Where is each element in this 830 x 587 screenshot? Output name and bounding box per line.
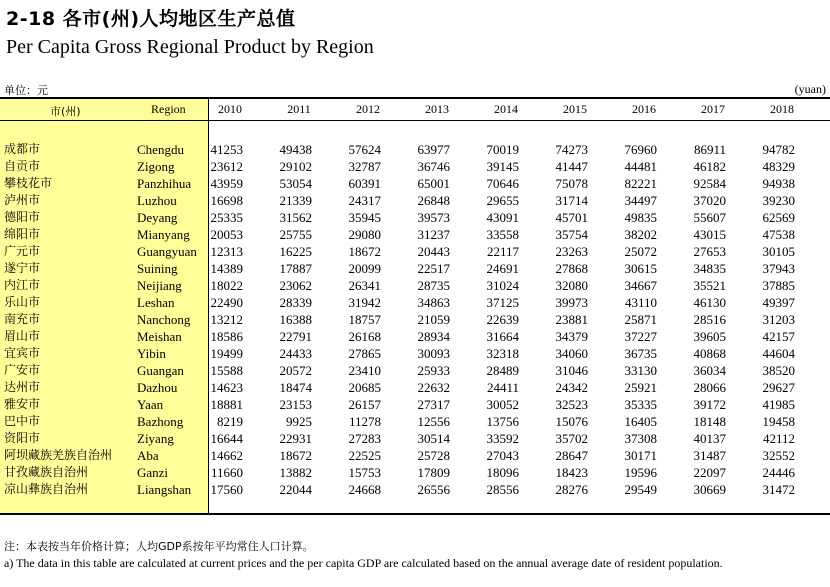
row-value: 31562 — [279, 210, 312, 225]
page-title-en: Per Capita Gross Regional Product by Region — [6, 36, 374, 58]
row-value: 20572 — [279, 363, 312, 378]
row-value: 57624 — [348, 142, 381, 157]
row-value: 29102 — [279, 159, 312, 174]
header-year: 2015 — [563, 102, 587, 116]
row-value: 16388 — [279, 312, 312, 327]
table-row — [0, 311, 830, 328]
row-value: 24691 — [486, 261, 519, 276]
row-value: 39973 — [555, 295, 588, 310]
table-row — [0, 158, 830, 175]
row-city-name: 成都市 — [4, 142, 41, 156]
row-value: 25933 — [417, 363, 450, 378]
row-value: 24317 — [348, 193, 381, 208]
row-value: 48329 — [762, 159, 795, 174]
row-value: 18474 — [279, 380, 312, 395]
row-value: 42157 — [762, 329, 795, 344]
row-value: 44481 — [624, 159, 657, 174]
row-value: 36735 — [624, 346, 657, 361]
row-value: 63977 — [417, 142, 450, 157]
table-header-rule — [0, 120, 830, 121]
row-value: 25728 — [417, 448, 450, 463]
row-value: 26157 — [348, 397, 381, 412]
footnote-cn: 注：本表按当年价格计算；人均GDP系按年平均常住人口计算。 — [4, 540, 314, 553]
row-value: 31487 — [693, 448, 726, 463]
row-value: 34060 — [555, 346, 588, 361]
row-value: 28516 — [693, 312, 726, 327]
row-value: 9925 — [286, 414, 312, 429]
row-value: 23881 — [555, 312, 588, 327]
row-value: 31664 — [486, 329, 519, 344]
row-value: 37020 — [693, 193, 726, 208]
row-value: 34863 — [417, 295, 450, 310]
row-value: 30093 — [417, 346, 450, 361]
row-value: 43015 — [693, 227, 726, 242]
row-value: 32787 — [348, 159, 381, 174]
row-region-name: Neijiang — [137, 278, 182, 293]
row-value: 20443 — [417, 244, 450, 259]
row-value: 12556 — [417, 414, 450, 429]
row-value: 18881 — [210, 397, 243, 412]
row-value: 17809 — [417, 465, 450, 480]
header-year: 2018 — [770, 102, 794, 116]
row-value: 22525 — [348, 448, 381, 463]
table-row — [0, 294, 830, 311]
row-value: 15076 — [555, 414, 588, 429]
row-value: 76960 — [624, 142, 657, 157]
table-row — [0, 277, 830, 294]
row-region-name: Panzhihua — [137, 176, 192, 191]
row-value: 39230 — [762, 193, 795, 208]
row-value: 25335 — [210, 210, 243, 225]
page-title-cn: 2-18 各市(州)人均地区生产总值 — [6, 8, 296, 30]
row-value: 25871 — [624, 312, 657, 327]
row-value: 28735 — [417, 278, 450, 293]
row-value: 44604 — [762, 346, 795, 361]
row-value: 43110 — [624, 295, 657, 310]
row-city-name: 眉山市 — [4, 329, 41, 343]
row-region-name: Guangan — [137, 363, 184, 378]
row-value: 26341 — [348, 278, 381, 293]
row-value: 23612 — [210, 159, 243, 174]
row-value: 35521 — [693, 278, 726, 293]
row-value: 22517 — [417, 261, 450, 276]
row-city-name: 达州市 — [4, 380, 41, 394]
row-value: 11278 — [348, 414, 381, 429]
row-city-name: 攀枝花市 — [4, 176, 53, 190]
table-bottom-rule — [0, 513, 830, 515]
table-row — [0, 447, 830, 464]
row-value: 37227 — [624, 329, 657, 344]
row-value: 11660 — [210, 465, 243, 480]
row-value: 26848 — [417, 193, 450, 208]
row-value: 16405 — [624, 414, 657, 429]
row-region-name: Ziyang — [137, 431, 174, 446]
row-region-name: Guangyuan — [137, 244, 197, 259]
row-value: 31046 — [555, 363, 588, 378]
row-value: 60391 — [348, 176, 381, 191]
row-value: 8219 — [217, 414, 243, 429]
row-value: 19499 — [210, 346, 243, 361]
row-value: 33130 — [624, 363, 657, 378]
row-region-name: Suining — [137, 261, 178, 276]
row-value: 37308 — [624, 431, 657, 446]
row-value: 14623 — [210, 380, 243, 395]
row-value: 27317 — [417, 397, 450, 412]
row-value: 35702 — [555, 431, 588, 446]
row-region-name: Aba — [137, 448, 159, 463]
header-year: 2016 — [632, 102, 656, 116]
row-value: 38202 — [624, 227, 657, 242]
row-value: 28489 — [486, 363, 519, 378]
row-value: 13212 — [210, 312, 243, 327]
row-value: 31714 — [555, 193, 588, 208]
row-value: 19596 — [624, 465, 657, 480]
row-value: 23410 — [348, 363, 381, 378]
row-city-name: 泸州市 — [4, 193, 41, 207]
row-value: 94782 — [762, 142, 795, 157]
row-value: 46182 — [693, 159, 726, 174]
row-value: 46130 — [693, 295, 726, 310]
unit-label-en: (yuan) — [794, 82, 826, 96]
row-value: 31237 — [417, 227, 450, 242]
table-row — [0, 430, 830, 447]
row-value: 70019 — [486, 142, 519, 157]
row-value: 24433 — [279, 346, 312, 361]
row-value: 37943 — [762, 261, 795, 276]
row-value: 28934 — [417, 329, 450, 344]
row-value: 30514 — [417, 431, 450, 446]
row-value: 24342 — [555, 380, 588, 395]
row-value: 25755 — [279, 227, 312, 242]
row-value: 27868 — [555, 261, 588, 276]
row-city-name: 凉山彝族自治州 — [4, 482, 89, 496]
row-value: 18096 — [486, 465, 519, 480]
table-body — [0, 141, 830, 498]
row-value: 30052 — [486, 397, 519, 412]
row-value: 16698 — [210, 193, 243, 208]
row-value: 37885 — [762, 278, 795, 293]
row-value: 22632 — [417, 380, 450, 395]
row-value: 28647 — [555, 448, 588, 463]
header-region: Region — [151, 102, 186, 116]
row-value: 22117 — [486, 244, 519, 259]
row-value: 22791 — [279, 329, 312, 344]
row-value: 49397 — [762, 295, 795, 310]
row-value: 45701 — [555, 210, 588, 225]
row-value: 35335 — [624, 397, 657, 412]
row-value: 82221 — [624, 176, 657, 191]
row-value: 42112 — [762, 431, 795, 446]
table-row — [0, 175, 830, 192]
row-value: 20685 — [348, 380, 381, 395]
row-value: 17887 — [279, 261, 312, 276]
row-city-name: 阿坝藏族羌族自治州 — [4, 448, 113, 462]
header-year: 2012 — [356, 102, 380, 116]
row-value: 17560 — [210, 482, 243, 497]
row-region-name: Liangshan — [137, 482, 192, 497]
row-value: 24668 — [348, 482, 381, 497]
row-value: 24446 — [762, 465, 795, 480]
table-row — [0, 209, 830, 226]
row-value: 28276 — [555, 482, 588, 497]
row-value: 32318 — [486, 346, 519, 361]
row-value: 34379 — [555, 329, 588, 344]
row-value: 27283 — [348, 431, 381, 446]
row-value: 28556 — [486, 482, 519, 497]
row-city-name: 自贡市 — [4, 159, 41, 173]
row-value: 15588 — [210, 363, 243, 378]
table-row — [0, 226, 830, 243]
row-region-name: Yibin — [137, 346, 166, 361]
table-row — [0, 328, 830, 345]
row-city-name: 乐山市 — [4, 295, 41, 309]
row-value: 92584 — [693, 176, 726, 191]
row-region-name: Ganzi — [137, 465, 169, 480]
row-city-name: 南充市 — [4, 312, 41, 326]
row-value: 26556 — [417, 482, 450, 497]
row-value: 41985 — [762, 397, 795, 412]
row-region-name: Yaan — [137, 397, 164, 412]
row-value: 28339 — [279, 295, 312, 310]
row-value: 62569 — [762, 210, 795, 225]
row-value: 75078 — [555, 176, 588, 191]
row-value: 30669 — [693, 482, 726, 497]
header-year: 2017 — [701, 102, 725, 116]
row-value: 94938 — [762, 176, 795, 191]
row-value: 23263 — [555, 244, 588, 259]
row-value: 27865 — [348, 346, 381, 361]
row-value: 33558 — [486, 227, 519, 242]
row-value: 39605 — [693, 329, 726, 344]
row-value: 47538 — [762, 227, 795, 242]
row-value: 29655 — [486, 193, 519, 208]
row-value: 21059 — [417, 312, 450, 327]
row-city-name: 内江市 — [4, 278, 41, 292]
row-region-name: Nanchong — [137, 312, 191, 327]
row-value: 34835 — [693, 261, 726, 276]
row-value: 14389 — [210, 261, 243, 276]
row-city-name: 资阳市 — [4, 431, 41, 445]
footnote-en: a) The data in this table are calculated at current prices and the per capita GDP are calculated based on the annual average date of resident population. — [4, 556, 723, 570]
row-region-name: Leshan — [137, 295, 175, 310]
row-value: 29627 — [762, 380, 795, 395]
row-value: 16644 — [210, 431, 243, 446]
header-city: 市(州) — [50, 105, 81, 118]
row-region-name: Meishan — [137, 329, 182, 344]
table-header — [0, 97, 830, 120]
row-value: 19458 — [762, 414, 795, 429]
row-value: 32552 — [762, 448, 795, 463]
table-row — [0, 413, 830, 430]
row-value: 18757 — [348, 312, 381, 327]
row-value: 33592 — [486, 431, 519, 446]
row-value: 24411 — [486, 380, 519, 395]
row-value: 12313 — [210, 244, 243, 259]
row-value: 32080 — [555, 278, 588, 293]
row-region-name: Mianyang — [137, 227, 190, 242]
row-value: 41253 — [210, 142, 243, 157]
row-value: 22097 — [693, 465, 726, 480]
row-value: 49438 — [279, 142, 312, 157]
row-value: 39573 — [417, 210, 450, 225]
table-row — [0, 362, 830, 379]
header-year: 2010 — [218, 102, 242, 116]
row-value: 23153 — [279, 397, 312, 412]
table-row — [0, 141, 830, 158]
row-value: 74273 — [555, 142, 588, 157]
row-value: 22639 — [486, 312, 519, 327]
row-value: 55607 — [693, 210, 726, 225]
row-value: 20053 — [210, 227, 243, 242]
row-value: 40868 — [693, 346, 726, 361]
row-city-name: 宜宾市 — [4, 346, 41, 360]
row-city-name: 绵阳市 — [4, 227, 41, 241]
row-value: 18022 — [210, 278, 243, 293]
row-value: 21339 — [279, 193, 312, 208]
row-value: 16225 — [279, 244, 312, 259]
header-year: 2013 — [425, 102, 449, 116]
table-row — [0, 243, 830, 260]
row-value: 23062 — [279, 278, 312, 293]
row-value: 40137 — [693, 431, 726, 446]
row-region-name: Bazhong — [137, 414, 184, 429]
row-value: 35945 — [348, 210, 381, 225]
row-value: 32523 — [555, 397, 588, 412]
row-city-name: 遂宁市 — [4, 261, 41, 275]
row-region-name: Chengdu — [137, 142, 184, 157]
row-value: 25072 — [624, 244, 657, 259]
row-value: 49835 — [624, 210, 657, 225]
row-value: 13882 — [279, 465, 312, 480]
row-value: 18672 — [348, 244, 381, 259]
row-value: 36746 — [417, 159, 450, 174]
row-value: 28066 — [693, 380, 726, 395]
row-region-name: Zigong — [137, 159, 175, 174]
row-value: 86911 — [693, 142, 726, 157]
table-row — [0, 260, 830, 277]
row-value: 35754 — [555, 227, 588, 242]
row-region-name: Luzhou — [137, 193, 177, 208]
table-row — [0, 396, 830, 413]
row-value: 30615 — [624, 261, 657, 276]
row-value: 26168 — [348, 329, 381, 344]
row-value: 31024 — [486, 278, 519, 293]
table-row — [0, 464, 830, 481]
unit-label-cn: 单位：元 — [4, 84, 48, 97]
row-city-name: 德阳市 — [4, 210, 41, 224]
row-value: 31472 — [762, 482, 795, 497]
row-value: 43959 — [210, 176, 243, 191]
row-value: 70646 — [486, 176, 519, 191]
row-region-name: Dazhou — [137, 380, 178, 395]
row-value: 34667 — [624, 278, 657, 293]
row-value: 41447 — [555, 159, 588, 174]
row-value: 37125 — [486, 295, 519, 310]
table-row — [0, 481, 830, 498]
table-row — [0, 345, 830, 362]
row-value: 18586 — [210, 329, 243, 344]
row-value: 25921 — [624, 380, 657, 395]
row-value: 34497 — [624, 193, 657, 208]
row-value: 13756 — [486, 414, 519, 429]
header-year: 2011 — [287, 102, 311, 116]
table-row — [0, 192, 830, 209]
row-value: 18672 — [279, 448, 312, 463]
row-city-name: 甘孜藏族自治州 — [4, 465, 89, 479]
row-value: 22044 — [279, 482, 312, 497]
row-value: 20099 — [348, 261, 381, 276]
row-value: 18423 — [555, 465, 588, 480]
row-value: 39145 — [486, 159, 519, 174]
row-value: 27043 — [486, 448, 519, 463]
row-value: 53054 — [279, 176, 312, 191]
table-row — [0, 379, 830, 396]
row-value: 22931 — [279, 431, 312, 446]
row-region-name: Deyang — [137, 210, 178, 225]
row-value: 14662 — [210, 448, 243, 463]
row-value: 27653 — [693, 244, 726, 259]
row-value: 38520 — [762, 363, 795, 378]
row-city-name: 巴中市 — [4, 414, 41, 428]
row-value: 36034 — [693, 363, 726, 378]
row-value: 15753 — [348, 465, 381, 480]
row-value: 29549 — [624, 482, 657, 497]
row-city-name: 雅安市 — [4, 397, 41, 411]
row-value: 43091 — [486, 210, 519, 225]
row-value: 30171 — [624, 448, 657, 463]
data-table — [0, 97, 830, 516]
row-city-name: 广元市 — [4, 244, 41, 258]
row-value: 31942 — [348, 295, 381, 310]
row-city-name: 广安市 — [4, 363, 41, 377]
row-value: 39172 — [693, 397, 726, 412]
row-value: 65001 — [417, 176, 450, 191]
row-value: 22490 — [210, 295, 243, 310]
row-value: 30105 — [762, 244, 795, 259]
row-value: 18148 — [693, 414, 726, 429]
row-value: 29080 — [348, 227, 381, 242]
header-year: 2014 — [494, 102, 518, 116]
row-value: 31203 — [762, 312, 795, 327]
